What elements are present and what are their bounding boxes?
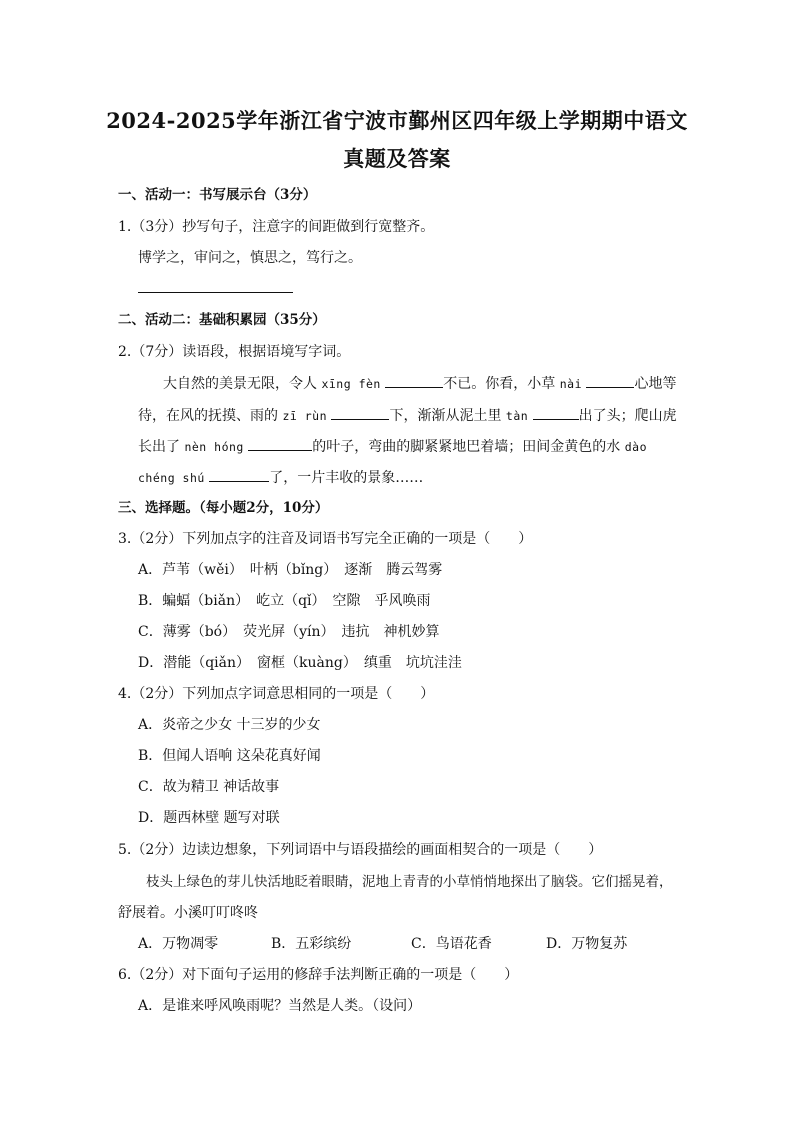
q4-option-a: A．炎帝之少女 十三岁的少女	[138, 717, 321, 733]
q4-option-c: C．故为精卫 神话故事	[138, 779, 280, 795]
q4-option-d: D．题西林壁 题写对联	[138, 810, 280, 826]
q3-option-d: D．潜能（qiǎn） 窗框（kuàng） 缜重 坑坑洼洼	[138, 655, 462, 671]
passage-text: 了，一片丰收的景象……	[269, 470, 424, 486]
q3-option-c: C．薄雾（bó） 荧光屏（yín） 违抗 神机妙算	[138, 624, 440, 640]
q4-option-b: B．但闻人语响 这朵花真好闻	[138, 748, 321, 764]
passage-line-3	[138, 436, 647, 457]
passage-line-2	[138, 405, 677, 426]
fill-blank[interactable]	[331, 405, 389, 420]
passage-text: 长出了	[138, 439, 180, 455]
q5-option-d: D．万物复苏	[546, 936, 628, 952]
passage-text: 不已。你看，小草	[443, 376, 556, 392]
document-title-line-2: 真题及答案	[343, 146, 451, 171]
section-1-header: 一、活动一：书写展示台（3分）	[118, 187, 317, 203]
passage-text: 心地等	[634, 376, 677, 392]
q3-option-b: B．蝙蝠（biǎn） 屹立（qǐ） 空隙 乎风唤雨	[138, 593, 431, 609]
question-6: 6.（2分）对下面句子运用的修辞手法判断正确的一项是（ ）	[118, 967, 519, 983]
section-2-header: 二、活动二：基础积累园（35分）	[118, 312, 326, 328]
fill-blank[interactable]	[248, 436, 312, 451]
question-1: 1.（3分）抄写句子，注意字的间距做到行宽整齐。	[118, 219, 435, 235]
pinyin-prompt: nài	[559, 377, 583, 391]
fill-blank[interactable]	[533, 405, 579, 420]
question-5: 5.（2分）边读边想象，下列词语中与语段描绘的画面相契合的一项是（ ）	[118, 842, 603, 858]
answer-line-q1	[138, 278, 293, 299]
pinyin-prompt: chéng shú	[138, 471, 205, 485]
section-3-header: 三、选择题。（每小题2分，10分）	[118, 500, 329, 516]
document-title-line-1: 2024-2025学年浙江省宁波市鄞州区四年级上学期期中语文	[106, 108, 688, 133]
q5-option-c: C．鸟语花香	[411, 936, 492, 952]
q5-passage-line-2: 舒展着。小溪叮叮咚咚	[118, 905, 258, 921]
q6-option-a: A．是谁来呼风唤雨呢？当然是人类。（设问）	[138, 998, 422, 1014]
fill-blank[interactable]	[209, 467, 269, 482]
passage-line-1	[163, 373, 676, 394]
pinyin-prompt: tàn	[505, 409, 529, 423]
question-4: 4.（2分）下列加点字词意思相同的一项是（ ）	[118, 686, 435, 702]
q5-passage-line-1: 枝头上绿色的芽儿快活地眨着眼睛，泥地上青青的小草悄悄地探出了脑袋。它们摇晃着，	[146, 874, 673, 890]
q5-option-a: A．万物凋零	[138, 936, 219, 952]
passage-text: 大自然的美景无限，令人	[163, 376, 317, 392]
passage-text: 下，渐渐从泥土里	[389, 408, 502, 424]
fill-blank[interactable]	[385, 373, 443, 388]
question-2: 2.（7分）读语段，根据语境写字词。	[118, 344, 351, 360]
q3-option-a: A．芦苇（wěi） 叶柄（bǐng） 逐渐 腾云驾雾	[138, 562, 443, 578]
pinyin-prompt: zī rùn	[282, 409, 327, 423]
passage-text: 待，在风的抚摸、雨的	[138, 408, 278, 424]
pinyin-prompt: dào	[624, 440, 648, 454]
fill-blank[interactable]	[586, 373, 634, 388]
passage-text: 出了头；爬山虎	[578, 408, 677, 424]
question-3: 3.（2分）下列加点字的注音及词语书写完全正确的一项是（ ）	[118, 531, 533, 547]
pinyin-prompt: xīng fèn	[321, 377, 381, 391]
pinyin-prompt: nèn hóng	[184, 440, 244, 454]
passage-line-4	[138, 467, 423, 488]
passage-text: 的叶子，弯曲的脚紧紧地巴着墙；田间金黄色的水	[312, 439, 621, 455]
copy-sentence: 博学之，审问之，慎思之，笃行之。	[138, 250, 362, 266]
q5-option-b: B．五彩缤纷	[271, 936, 352, 952]
